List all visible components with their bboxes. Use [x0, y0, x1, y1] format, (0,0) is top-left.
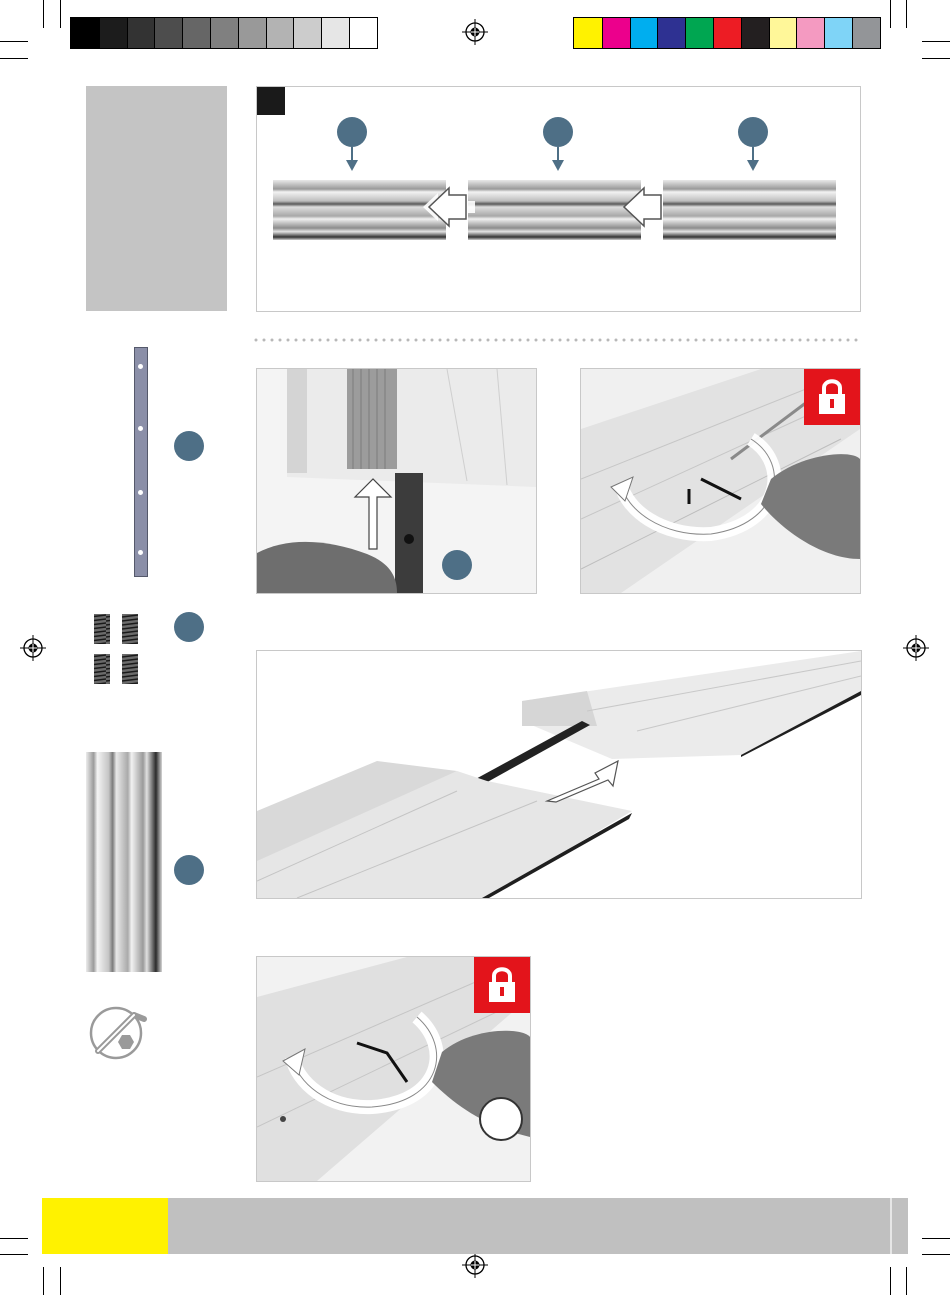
lock-badge [804, 369, 860, 425]
assembly-order-diagram [256, 86, 861, 312]
registration-mark-icon [903, 635, 929, 661]
crop-mark [60, 0, 61, 28]
footer-bar [168, 1198, 908, 1254]
dotted-separator [252, 336, 864, 344]
footer-accent-block [42, 1198, 168, 1254]
join-profiles-photo [256, 650, 862, 899]
color-swatch [266, 18, 294, 48]
crop-mark [0, 41, 28, 42]
color-swatch [741, 18, 769, 48]
color-swatch [685, 18, 713, 48]
crop-mark [922, 1238, 950, 1239]
color-swatch [657, 18, 685, 48]
process-color-bar [573, 17, 881, 49]
part-marker [174, 612, 204, 642]
color-swatch [238, 18, 266, 48]
side-panel [86, 86, 227, 311]
crop-mark [922, 41, 950, 42]
color-swatch [824, 18, 852, 48]
footer-divider [890, 1198, 892, 1254]
crop-mark [0, 1238, 28, 1239]
crop-mark [0, 58, 28, 59]
crop-mark [922, 1254, 950, 1255]
part-marker [442, 550, 472, 580]
final-tighten-photo [256, 956, 531, 1182]
crop-mark [906, 0, 907, 28]
color-swatch [852, 18, 880, 48]
color-swatch [574, 18, 602, 48]
profile-rail-part [86, 752, 162, 972]
color-swatch [210, 18, 238, 48]
hex-key-icon [88, 1005, 148, 1061]
color-swatch [99, 18, 127, 48]
color-swatch [713, 18, 741, 48]
lock-icon [474, 957, 530, 1013]
color-swatch [154, 18, 182, 48]
part-marker [479, 1097, 523, 1141]
lock-badge [474, 957, 530, 1013]
set-screws-part [90, 610, 150, 688]
color-swatch [182, 18, 210, 48]
color-swatch [796, 18, 824, 48]
connector-strip-part [134, 347, 148, 577]
color-swatch [127, 18, 155, 48]
crop-mark [0, 1254, 28, 1255]
insert-connector-photo [256, 368, 537, 594]
color-swatch [630, 18, 658, 48]
crop-mark [890, 1267, 891, 1295]
registration-mark-icon [462, 19, 488, 45]
color-swatch [349, 18, 377, 48]
part-marker [174, 431, 204, 461]
color-swatch [321, 18, 349, 48]
crop-mark [43, 1267, 44, 1295]
color-swatch [293, 18, 321, 48]
color-swatch [769, 18, 797, 48]
crop-mark [922, 58, 950, 59]
color-swatch [71, 18, 99, 48]
registration-mark-icon [462, 1252, 488, 1278]
crop-mark [60, 1267, 61, 1295]
grayscale-color-bar [70, 17, 378, 49]
color-swatch [602, 18, 630, 48]
crop-mark [906, 1267, 907, 1295]
lock-icon [804, 369, 860, 425]
crop-mark [890, 0, 891, 28]
profile-sequence-graphic [257, 87, 860, 311]
tighten-screw-photo [580, 368, 861, 594]
part-marker [174, 855, 204, 885]
crop-mark [43, 0, 44, 28]
registration-mark-icon [20, 635, 46, 661]
